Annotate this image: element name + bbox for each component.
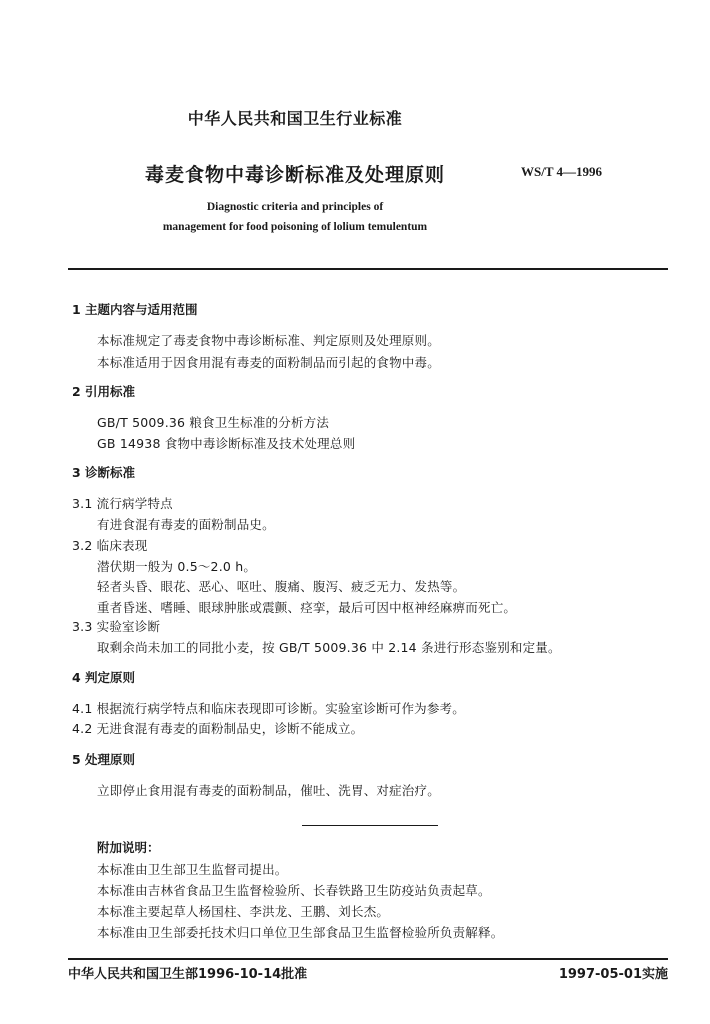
section-1-paragraph-1: 本标准规定了毒麦食物中毒诊断标准、判定原则及处理原则。 [97,333,440,348]
section-3-3-paragraph: 取剩余尚未加工的同批小麦，按 GB/T 5009.36 中 2.14 条进行形态鉴别和定量。 [97,640,561,655]
appendix-line-3: 本标准主要起草人杨国柱、李洪龙、王鹏、刘长杰。 [97,904,390,919]
section-3-2-heading: 3.2 临床表现 [72,538,148,553]
appendix-line-1: 本标准由卫生部卫生监督司提出。 [97,862,288,877]
section-3-2-paragraph-1: 潜伏期一般为 0.5～2.0 h。 [97,559,257,574]
section-3-1-heading: 3.1 流行病学特点 [72,496,173,511]
appendix-line-4: 本标准由卫生部委托技术归口单位卫生部食品卫生监督检验所负责解释。 [97,925,504,940]
section-5-paragraph: 立即停止食用混有毒麦的面粉制品，催吐、洗胃、对症治疗。 [97,783,440,798]
section-4-2-paragraph: 4.2 无进食混有毒麦的面粉制品史，诊断不能成立。 [72,721,364,736]
section-3-2-paragraph-3: 重者昏迷、嗜睡、眼球肿胀或震颤、痉挛，最后可因中枢神经麻痹而死亡。 [97,600,517,615]
section-5-heading: 5 处理原则 [72,752,136,767]
section-1-paragraph-2: 本标准适用于因食用混有毒麦的面粉制品而引起的食物中毒。 [97,355,440,370]
footer-approval: 中华人民共和国卫生部1996-10-14批准 [68,967,308,982]
section-2-reference-2: GB 14938 食物中毒诊断标准及技术处理总则 [97,436,356,451]
section-4-heading: 4 判定原则 [72,670,136,685]
section-2-heading: 2 引用标准 [72,384,136,399]
section-3-3-heading: 3.3 实验室诊断 [72,619,161,634]
section-4-1-paragraph: 4.1 根据流行病学特点和临床表现即可诊断。实验室诊断可作为参考。 [72,701,465,716]
appendix-title: 附加说明： [97,840,160,855]
section-3-1-paragraph: 有进食混有毒麦的面粉制品史。 [97,517,275,532]
section-3-2-paragraph-2: 轻者头昏、眼花、恶心、呕吐、腹痛、腹泻、疲乏无力、发热等。 [97,579,466,594]
document-code: WS/T 4—1996 [521,164,603,179]
appendix-line-2: 本标准由吉林省食品卫生监督检验所、长春铁路卫生防疫站负责起草。 [97,883,491,898]
english-title-line-1: Diagnostic criteria and principles of [206,201,384,213]
bottom-divider [68,958,668,960]
section-3-heading: 3 诊断标准 [72,465,136,480]
footer-effective-date: 1997-05-01实施 [558,967,668,982]
section-1-heading: 1 主题内容与适用范围 [72,302,198,317]
appendix-divider [302,825,438,826]
section-2-reference-1: GB/T 5009.36 粮食卫生标准的分析方法 [97,415,330,430]
org-title: 中华人民共和国卫生行业标准 [187,109,403,128]
document-title: 毒麦食物中毒诊断标准及处理原则 [144,164,445,186]
english-title-line-2: management for food poisoning of lolium temulentum [162,221,428,233]
top-divider [68,268,668,270]
